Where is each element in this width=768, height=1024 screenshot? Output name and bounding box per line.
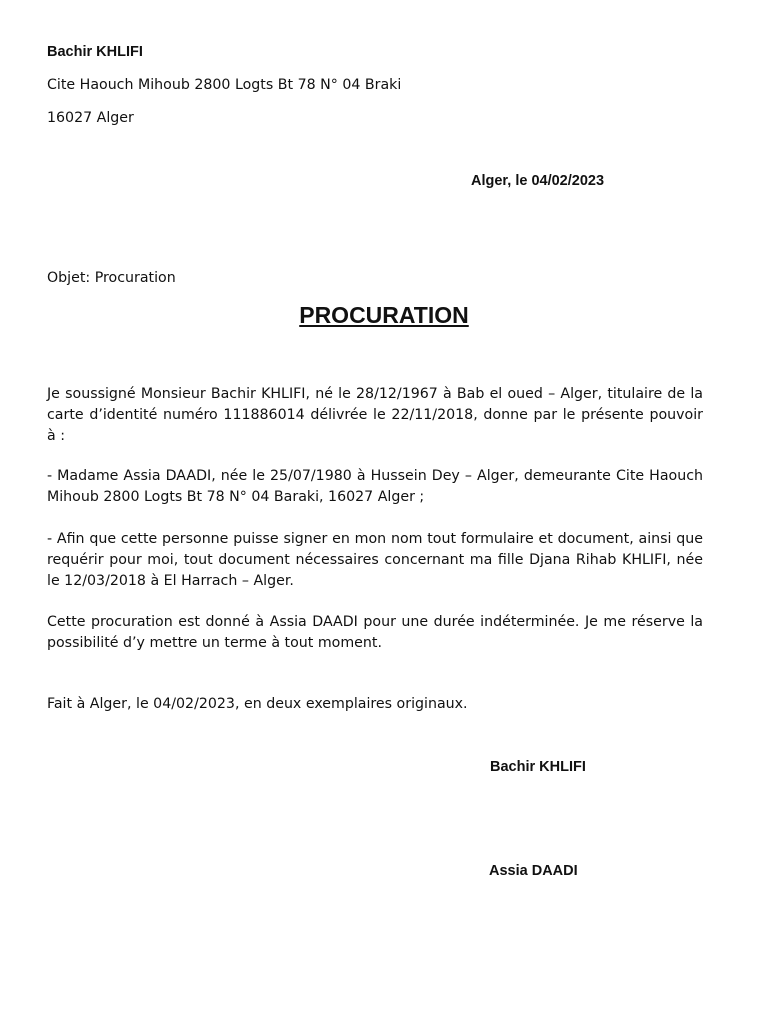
proxy-holder-paragraph: - Madame Assia DAADI, née le 25/07/1980 à Hussein Dey – Alger, demeurante Cite Haouch Mihoub 2800 Logts Bt 78 N° 04 Baraki, 16027 Alger ; — [47, 468, 703, 505]
sender-city: 16027 Alger — [47, 110, 134, 126]
sender-address: Cite Haouch Mihoub 2800 Logts Bt 78 N° 04 Braki — [47, 77, 402, 93]
signature-name-grantor: Bachir KHLIFI — [490, 759, 586, 775]
duration-paragraph: Cette procuration est donné à Assia DAADI pour une durée indéterminée. Je me réserve la possibilité d’y mettre un terme à tout moment. — [47, 614, 703, 651]
sender-name: Bachir KHLIFI — [47, 44, 143, 60]
object-line: Objet: Procuration — [47, 270, 176, 286]
purpose-paragraph: - Afin que cette personne puisse signer en mon nom tout formulaire et document, ainsi que requérir pour moi, tout document nécessaires concernant ma fille Djana Rihab KHLIFI, née le 12/03/2018 à El Harrach – Alger. — [47, 531, 703, 589]
document-title: PROCURATION — [299, 302, 469, 328]
date-line: Alger, le 04/02/2023 — [471, 173, 605, 189]
signature-name-proxy: Assia DAADI — [489, 863, 578, 879]
intro-paragraph: Je soussigné Monsieur Bachir KHLIFI, né le 28/12/1967 à Bab el oued – Alger, titulaire de la carte d’identité numéro 111886014 délivrée le 22/11/2018, donne par le présente pouvoir à : — [47, 386, 703, 444]
done-at-line: Fait à Alger, le 04/02/2023, en deux exemplaires originaux. — [47, 696, 468, 712]
